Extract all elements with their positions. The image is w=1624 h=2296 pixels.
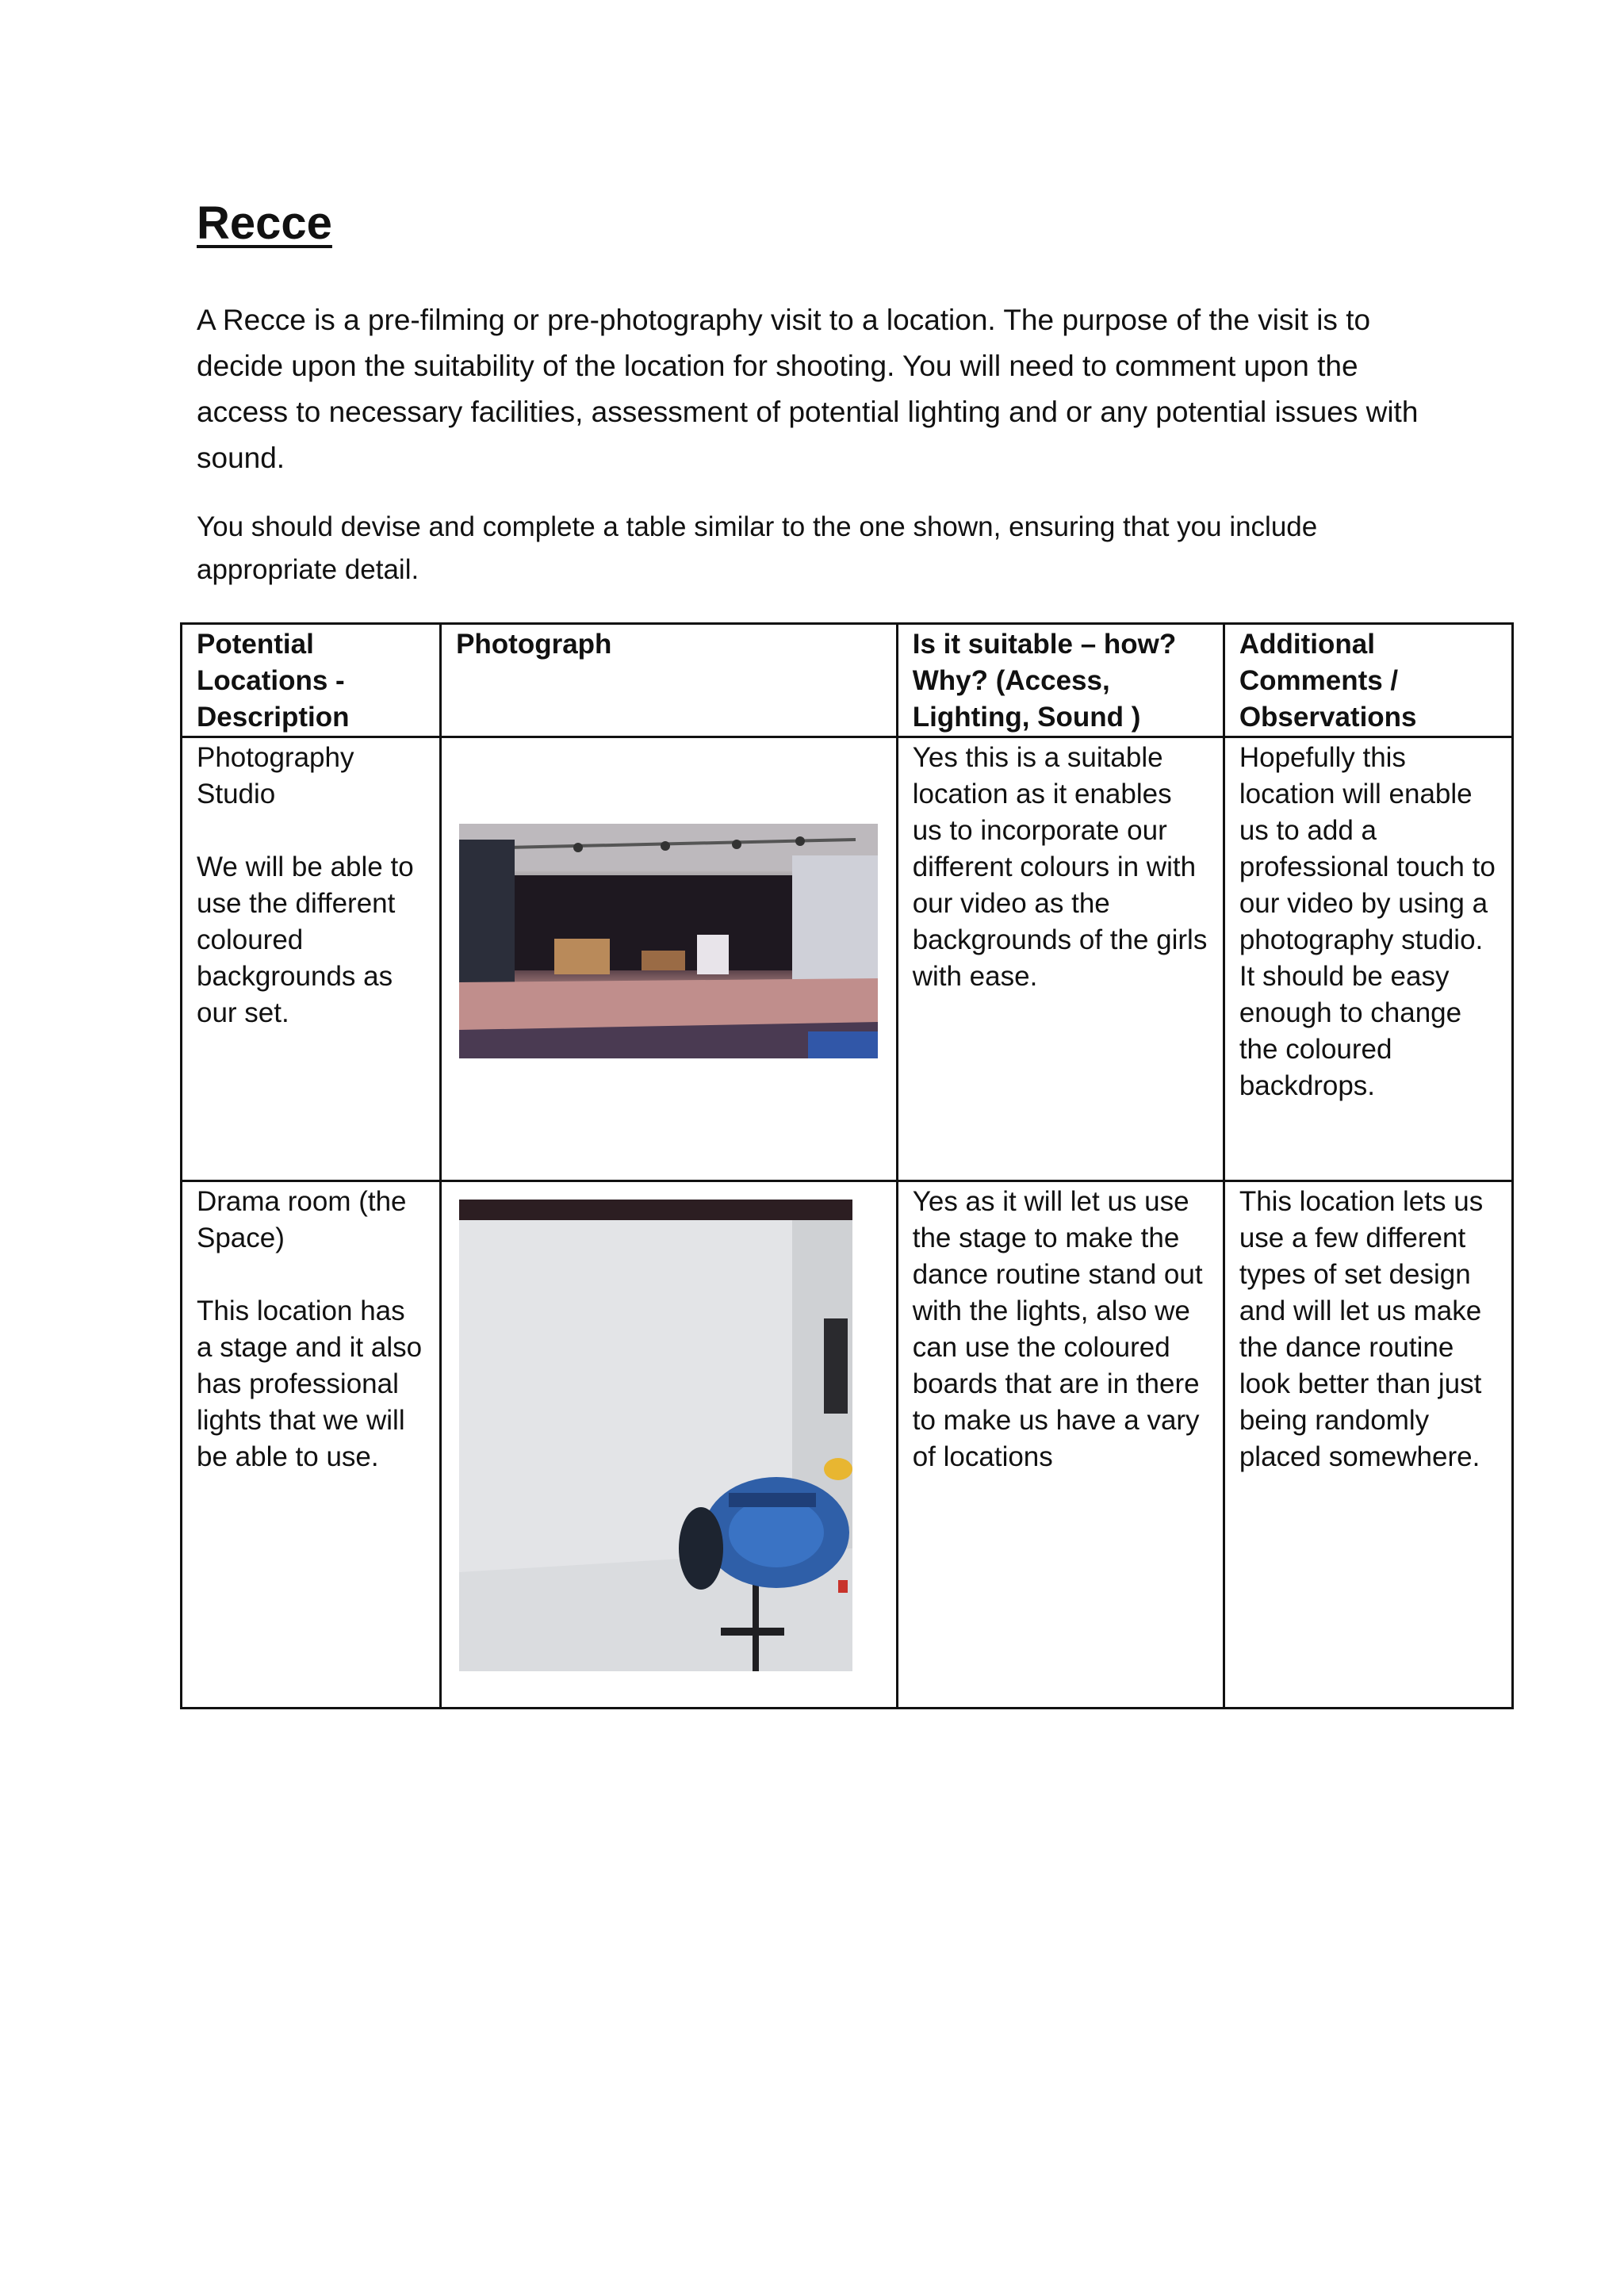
suitability-cell: Yes this is a suitable location as it enables us to incorporate our different colours in with our video as the backgrounds of the girls with ease. xyxy=(897,737,1224,1181)
location-cell xyxy=(182,737,441,1181)
table-header-row xyxy=(182,624,1513,737)
stage-photo xyxy=(459,824,878,1058)
instruction-paragraph: You should devise and complete a table similar to the one shown, ensuring that you include appropriate detail. xyxy=(197,511,1318,585)
recce-table xyxy=(180,622,1514,1709)
header-comments: Additional Comments / Observations xyxy=(1224,624,1512,737)
intro-paragraph: A Recce is a pre-filming or pre-photography visit to a location. The purpose of the visit is to decide upon the suitability of the location for shooting. You will need to comment upon the access to necessary facilities, assessment of potential lighting and or any potential issues with sound. xyxy=(197,304,1419,474)
location-name: Photography Studio xyxy=(197,742,354,809)
table-row xyxy=(182,1181,1513,1709)
location-name: Drama room (the Space) xyxy=(197,1186,407,1253)
table-row xyxy=(182,737,1513,1181)
suitability-cell: Yes as it will let us use the stage to make the dance routine stand out with the lights, also we can use the coloured boards that are in there to make us have a vary of locations xyxy=(897,1181,1224,1709)
location-description: We will be able to use the different coloured backgrounds as our set. xyxy=(197,851,414,1028)
photo-cell xyxy=(441,737,898,1181)
location-description: This location has a stage and it also has professional lights that we will be able to use. xyxy=(197,1295,423,1472)
location-cell xyxy=(182,1181,441,1709)
header-photograph: Photograph xyxy=(441,624,898,737)
comments-cell: Hopefully this location will enable us to add a professional touch to our video by using a photography studio. It should be easy enough to change the coloured backdrops. xyxy=(1224,737,1512,1181)
header-location: Potential Locations - Description xyxy=(182,624,441,737)
page-title: Recce xyxy=(197,197,332,249)
comments-cell: This location lets us use a few different types of set design and will let us make the dance routine look better than just being randomly placed somewhere. xyxy=(1224,1181,1512,1709)
studio-light-photo xyxy=(459,1200,852,1671)
photo-cell xyxy=(441,1181,898,1709)
header-suitability: Is it suitable – how? Why? (Access, Lighting, Sound ) xyxy=(897,624,1224,737)
